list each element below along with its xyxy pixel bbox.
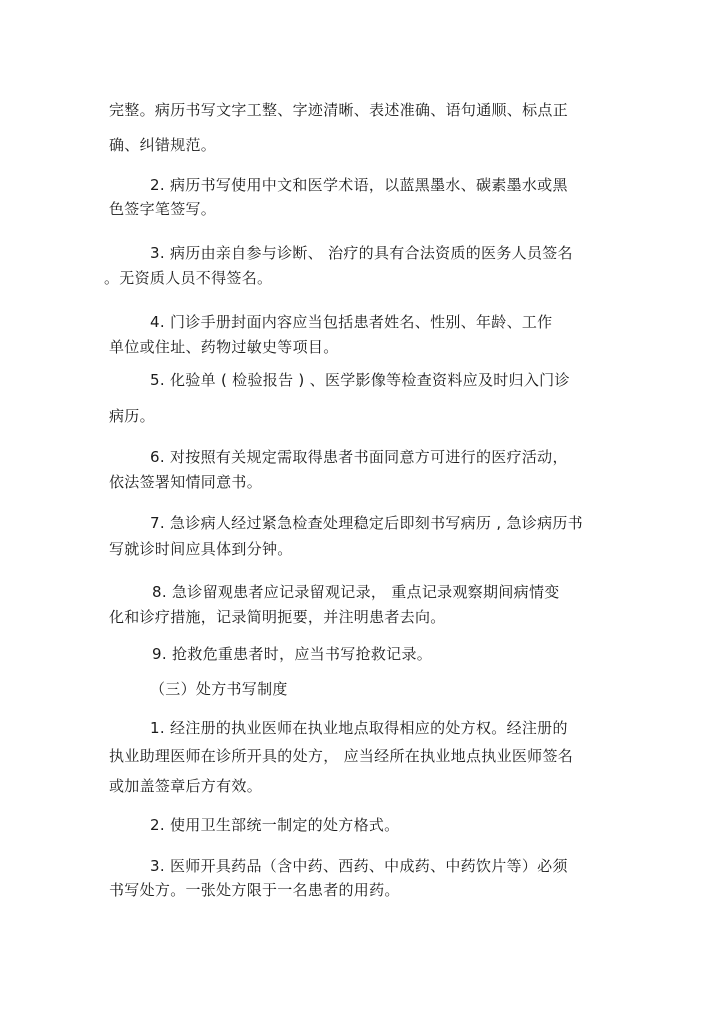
text-line: 6. 对按照有关规定需取得患者书面同意方可进行的医疗活动， [150, 448, 568, 466]
text-line: 确、纠错规范。 [109, 136, 217, 154]
text-line: 书写处方。一张处方限于一名患者的用药。 [109, 881, 400, 899]
text-line: 。无资质人员不得签名。 [104, 269, 273, 287]
text-line: 7. 急诊病人经过紧急检查处理稳定后即刻书写病历 , 急诊病历书 [150, 514, 583, 532]
text-line: 病历。 [109, 407, 155, 425]
section-heading: （三）处方书写制度 [150, 680, 288, 698]
text-line: 化和诊疗措施，记录简明扼要，并注明患者去向。 [109, 608, 446, 626]
text-line: 3. 医师开具药品（含中药、西药、中成药、中药饮片等）必须 [150, 857, 568, 875]
text-line: 完整。病历书写文字工整、字迹清晰、表述准确、语句通顺、标点正 [109, 101, 569, 119]
text-line: 8. 急诊留观患者应记录留观记录， 重点记录观察期间病情变 [152, 583, 560, 601]
text-line: 或加盖签章后方有效。 [109, 777, 263, 795]
text-line: 执业助理医师在诊所开具的处方， 应当经所在执业地点执业医师签名 [109, 747, 574, 765]
text-line: 依法签署知情同意书。 [109, 473, 263, 491]
text-line: 写就诊时间应具体到分钟。 [109, 540, 293, 558]
text-line: 5. 化验单 ( 检验报告 ) 、医学影像等检查资料应及时归入门诊 [150, 371, 570, 389]
text-line: 2. 使用卫生部统一制定的处方格式。 [150, 816, 400, 834]
text-line: 1. 经注册的执业医师在执业地点取得相应的处方权。经注册的 [150, 719, 568, 737]
text-line: 4. 门诊手册封面内容应当包括患者姓名、性别、年龄、工作 [150, 313, 553, 331]
text-line: 2. 病历书写使用中文和医学术语，以蓝黑墨水、碳素墨水或黑 [150, 176, 568, 194]
text-line: 3. 病历由亲自参与诊断、 治疗的具有合法资质的医务人员签名 [150, 244, 573, 262]
text-line: 色签字笔签写。 [109, 200, 217, 218]
text-line: 单位或住址、药物过敏史等项目。 [109, 338, 339, 356]
text-line: 9. 抢救危重患者时，应当书写抢救记录。 [152, 645, 433, 663]
